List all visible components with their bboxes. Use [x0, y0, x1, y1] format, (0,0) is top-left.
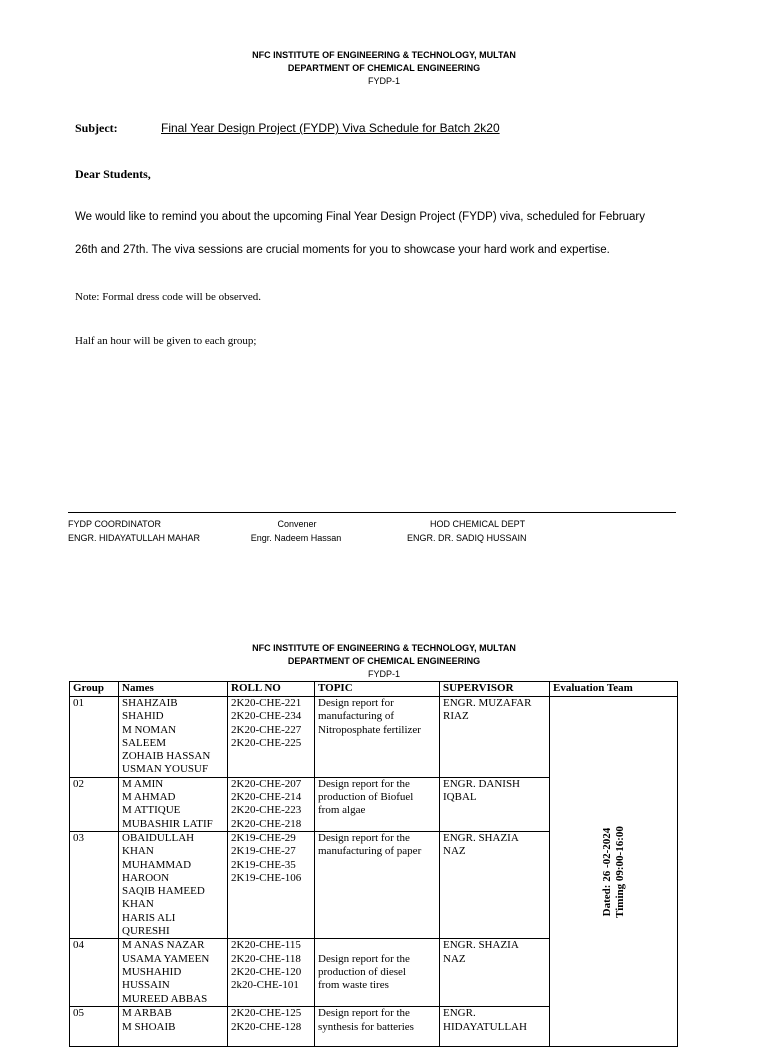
roll-number: 2K20-CHE-207 — [231, 777, 302, 790]
supervisor-line: IQBAL — [443, 791, 477, 804]
supervisor-cell — [440, 697, 550, 778]
topic-line: Design report for — [318, 697, 394, 709]
topic-cell — [315, 1007, 440, 1047]
student-name: M ATTIQUE — [122, 804, 181, 817]
topic-line: Nitroposphate fertilizer — [318, 723, 421, 736]
student-name: ZOHAIB HASSAN — [122, 750, 211, 763]
roll-cell — [228, 697, 315, 778]
student-name: HUSSAIN — [122, 979, 170, 992]
column-header: SUPERVISOR — [440, 682, 550, 697]
topic-line: production of diesel — [318, 965, 406, 978]
roll-cell — [228, 831, 315, 938]
names-cell — [119, 1007, 228, 1047]
column-header: Group — [70, 682, 119, 697]
signature-coordinator — [68, 517, 200, 545]
topic-line: Design report for the — [318, 952, 410, 965]
group-cell: 01 — [70, 697, 119, 778]
subject-line — [75, 121, 500, 136]
roll-number: 2K20-CHE-128 — [231, 1020, 302, 1033]
roll-number: 2K20-CHE-125 — [231, 1007, 302, 1020]
group-cell: 05 — [70, 1007, 119, 1047]
group-cell: 03 — [70, 831, 119, 938]
student-name: HAROON — [122, 871, 170, 884]
column-header: Evaluation Team — [550, 682, 678, 697]
supervisor-line: ENGR. SHAZIA — [443, 831, 519, 844]
student-name: M AHMAD — [122, 791, 176, 804]
roll-number: 2K19-CHE-35 — [231, 858, 296, 871]
group-cell: 04 — [70, 939, 119, 1007]
coordinator-title: FYDP COORDINATOR — [68, 519, 162, 529]
topic-line: synthesis for batteries — [318, 1020, 414, 1033]
signature-convener — [249, 517, 345, 545]
topic-line: from waste tires — [318, 979, 389, 992]
supervisor-cell — [440, 1007, 550, 1047]
student-name: MUREED ABBAS — [122, 992, 208, 1005]
subject-text: Final Year Design Project (FYDP) Viva Schedule for Batch 2k20 — [161, 121, 500, 135]
institute-name-2: NFC INSTITUTE OF ENGINEERING & TECHNOLOGY, MULTAN — [252, 643, 516, 653]
roll-number: 2K20-CHE-227 — [231, 723, 302, 736]
supervisor-line: ENGR. — [443, 1007, 476, 1020]
letter-header — [0, 49, 768, 88]
roll-cell — [228, 1007, 315, 1047]
topic-cell — [315, 777, 440, 831]
department-name-2: DEPARTMENT OF CHEMICAL ENGINEERING — [287, 656, 481, 666]
column-header: TOPIC — [315, 682, 440, 697]
names-cell — [119, 777, 228, 831]
supervisor-line: ENGR. SHAZIA — [443, 939, 519, 952]
student-name: SHAHZAIB — [122, 697, 178, 709]
schedule-header — [0, 642, 768, 681]
supervisor-line: HIDAYATULLAH — [443, 1020, 527, 1033]
dress-code-note: Note: Formal dress code will be observed. — [75, 291, 262, 303]
student-name: HARIS ALI — [122, 911, 176, 924]
student-name: USAMA YAMEEN — [122, 952, 210, 965]
column-header: Names — [119, 682, 228, 697]
topic-line — [318, 939, 436, 952]
topic-cell — [315, 939, 440, 1007]
roll-number: 2K20-CHE-221 — [231, 697, 302, 709]
body-line-2: 26th and 27th. The viva sessions are crucial moments for you to showcase your hard work and expertise. — [75, 244, 610, 256]
roll-number: 2K20-CHE-118 — [231, 952, 301, 965]
institute-name: NFC INSTITUTE OF ENGINEERING & TECHNOLOGY, MULTAN — [252, 50, 516, 60]
supervisor-cell — [440, 831, 550, 938]
student-name: M SHOAIB — [122, 1020, 176, 1033]
evaluation-timing: Timing 09:00-16:00 — [613, 826, 626, 918]
hod-name: ENGR. DR. SADIQ HUSSAIN — [407, 533, 527, 543]
evaluation-date: Dated: 26 -02-2024 — [600, 827, 613, 917]
student-name: SAQIB HAMEED — [122, 885, 205, 898]
student-name: M ARBAB — [122, 1007, 172, 1020]
roll-number: 2K20-CHE-115 — [231, 939, 301, 952]
table-header-row — [70, 682, 678, 697]
topic-line: manufacturing of paper — [318, 845, 422, 858]
convener-title: Convener — [277, 519, 317, 529]
column-header: ROLL NO — [228, 682, 315, 697]
topic-line: from algae — [318, 804, 366, 817]
table-row — [70, 697, 678, 778]
course-code-2: FYDP-1 — [367, 669, 400, 679]
roll-number: 2K20-CHE-223 — [231, 804, 302, 817]
supervisor-line: ENGR. MUZAFAR — [443, 697, 532, 709]
supervisor-line: NAZ — [443, 845, 466, 858]
roll-number: 2K19-CHE-29 — [231, 831, 296, 844]
names-cell — [119, 697, 228, 778]
signature-divider — [68, 512, 676, 513]
student-name: MUBASHIR LATIF — [122, 817, 213, 830]
topic-line: production of Biofuel — [318, 791, 414, 804]
coordinator-name: ENGR. HIDAYATULLAH MAHAR — [68, 533, 201, 543]
roll-number: 2K20-CHE-214 — [231, 791, 302, 804]
student-name: MUSHAHID — [122, 965, 182, 978]
student-name: OBAIDULLAH — [122, 831, 195, 844]
viva-schedule-table — [69, 681, 678, 1047]
department-name: DEPARTMENT OF CHEMICAL ENGINEERING — [287, 63, 481, 73]
topic-line: manufacturing of — [318, 710, 395, 723]
group-cell: 02 — [70, 777, 119, 831]
roll-cell — [228, 939, 315, 1007]
topic-cell — [315, 831, 440, 938]
student-name: SALEEM — [122, 736, 166, 749]
body-line-1: We would like to remind you about the upcoming Final Year Design Project (FYDP) viva, scheduled for February — [75, 211, 645, 223]
signature-hod — [407, 517, 547, 545]
time-note: Half an hour will be given to each group; — [75, 335, 257, 347]
topic-line: Design report for the — [318, 777, 410, 790]
student-name: MUHAMMAD — [122, 858, 192, 871]
roll-number: 2K20-CHE-218 — [231, 817, 302, 830]
supervisor-line: NAZ — [443, 952, 466, 965]
subject-label: Subject: — [75, 121, 118, 135]
greeting: Dear Students, — [75, 167, 151, 181]
supervisor-cell — [440, 777, 550, 831]
course-code: FYDP-1 — [367, 76, 400, 86]
roll-number: 2K20-CHE-234 — [231, 710, 302, 723]
student-name: M NOMAN — [122, 723, 177, 736]
student-name: KHAN — [122, 898, 154, 911]
topic-line: Design report for the — [318, 1007, 410, 1020]
student-name: KHAN — [122, 845, 154, 858]
student-name: USMAN YOUSUF — [122, 763, 209, 776]
roll-number: 2K20-CHE-120 — [231, 965, 302, 978]
names-cell — [119, 831, 228, 938]
roll-number: 2K19-CHE-106 — [231, 871, 302, 884]
evaluation-team-cell — [550, 697, 678, 1047]
roll-number: 2k20-CHE-101 — [231, 979, 299, 992]
supervisor-line: RIAZ — [443, 710, 469, 723]
evaluation-schedule — [601, 826, 627, 918]
topic-line: Design report for the — [318, 831, 410, 844]
topic-cell — [315, 697, 440, 778]
student-name: QURESHI — [122, 925, 170, 938]
convener-name: Engr. Nadeem Hassan — [250, 533, 342, 543]
names-cell — [119, 939, 228, 1007]
supervisor-cell — [440, 939, 550, 1007]
roll-number: 2K20-CHE-225 — [231, 736, 302, 749]
student-name: M ANAS NAZAR — [122, 939, 205, 952]
supervisor-line: ENGR. DANISH — [443, 777, 520, 790]
roll-cell — [228, 777, 315, 831]
hod-title: HOD CHEMICAL DEPT — [430, 519, 526, 529]
student-name: M AMIN — [122, 777, 164, 790]
roll-number: 2K19-CHE-27 — [231, 845, 296, 858]
student-name: SHAHID — [122, 710, 164, 723]
